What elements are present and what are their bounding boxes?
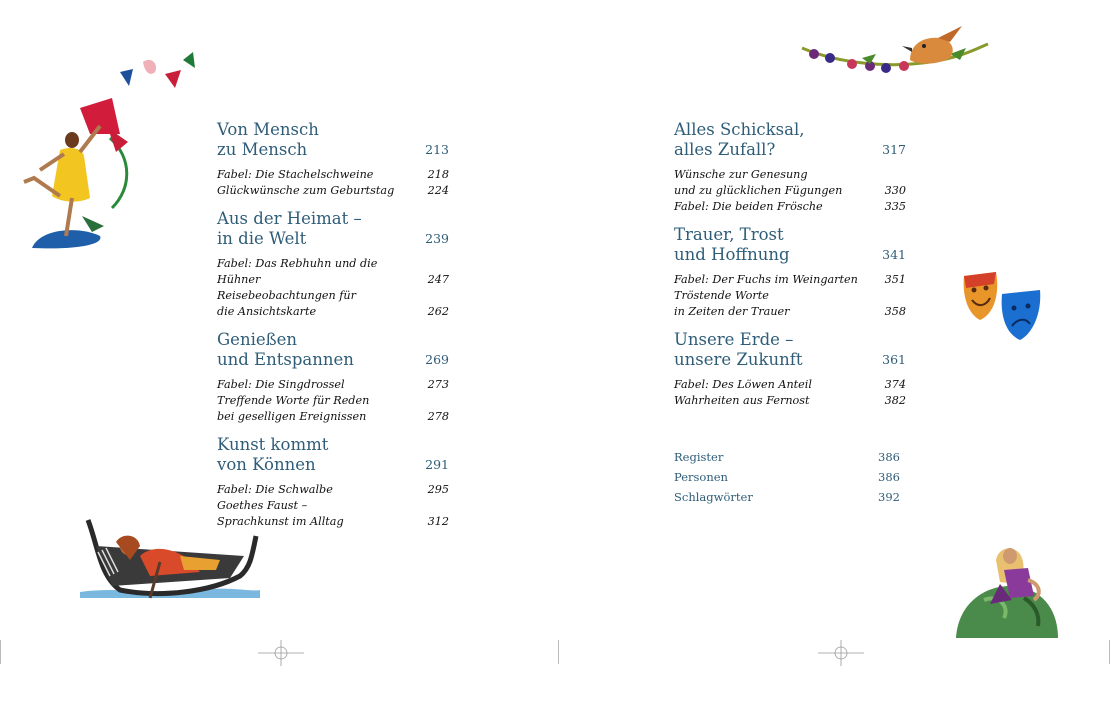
toc-entry[interactable] — [674, 288, 906, 320]
entry-title-line: Wünsche zur Genesung — [674, 168, 808, 181]
woman-on-globe-illustration — [954, 534, 1060, 640]
entry-title-line: Fabel: Die beiden Frösche — [674, 200, 823, 213]
toc-entry[interactable] — [217, 256, 449, 288]
petals-illustration — [115, 52, 200, 92]
entry-page-number: 224 — [427, 184, 449, 197]
entry-list — [217, 167, 449, 199]
toc-entry[interactable] — [674, 393, 906, 409]
entry-title-line: Goethes Faust – — [217, 499, 308, 512]
gutter-line — [558, 640, 559, 664]
section-heading[interactable] — [674, 225, 906, 265]
page-edge-right — [1109, 640, 1110, 664]
entry-title-line: bei geselligen Ereignissen — [217, 410, 367, 423]
entry-page-number: 351 — [884, 273, 906, 286]
entry-title-line: in Zeiten der Trauer — [674, 305, 790, 318]
page-edge-left — [0, 640, 1, 664]
index-label: Register — [674, 450, 724, 464]
crop-mark-left — [258, 640, 304, 666]
entry-title-line: und zu glücklichen Fügungen — [674, 184, 843, 197]
section-heading[interactable] — [674, 120, 906, 160]
section-title-line: alles Zufall? — [674, 140, 776, 159]
toc-entry[interactable] — [217, 393, 449, 425]
entry-page-number: 330 — [884, 184, 906, 197]
toc-entry[interactable] — [674, 272, 906, 288]
section-title-line: zu Mensch — [217, 140, 308, 159]
entry-title-line: Fabel: Die Stachelschweine — [217, 168, 374, 181]
entry-list — [674, 167, 906, 215]
toc-section — [674, 330, 906, 409]
entry-title-line: Fabel: Der Fuchs im Weingarten — [674, 273, 858, 286]
toc-right-column — [674, 120, 906, 419]
entry-page-number: 374 — [884, 378, 906, 391]
section-page-number: 269 — [425, 352, 449, 367]
toc-section — [217, 209, 449, 320]
entry-page-number: 358 — [884, 305, 906, 318]
section-title-line: und Entspannen — [217, 350, 354, 369]
entry-page-number: 273 — [427, 378, 449, 391]
index-entry[interactable] — [674, 487, 900, 507]
section-title-line: in die Welt — [217, 229, 307, 248]
index-page-number: 386 — [878, 470, 900, 484]
index-label: Schlagwörter — [674, 490, 753, 504]
crop-mark-right — [818, 640, 864, 666]
entry-list — [217, 256, 449, 320]
entry-list — [674, 377, 906, 409]
songbird-illustration — [800, 24, 990, 82]
section-title-line: Genießen — [217, 330, 298, 349]
section-page-number: 291 — [425, 457, 449, 472]
entry-title-line: Fabel: Die Singdrossel — [217, 378, 345, 391]
toc-entry[interactable] — [217, 482, 449, 498]
section-page-number: 239 — [425, 231, 449, 246]
entry-page-number: 247 — [427, 273, 449, 286]
section-title-line: Alles Schicksal, — [674, 120, 805, 139]
toc-entry[interactable] — [674, 199, 906, 215]
toc-entry[interactable] — [217, 183, 449, 199]
toc-entry[interactable] — [674, 167, 906, 199]
entry-page-number: 295 — [427, 483, 449, 496]
section-heading[interactable] — [674, 330, 906, 370]
toc-section — [674, 120, 906, 215]
entry-title-line: Glückwünsche zum Geburtstag — [217, 184, 395, 197]
entry-title-line: Fabel: Des Löwen Anteil — [674, 378, 812, 391]
toc-entry[interactable] — [217, 498, 449, 530]
index-page-number: 386 — [878, 450, 900, 464]
section-title-line: Aus der Heimat – — [217, 209, 362, 228]
section-page-number: 317 — [882, 142, 906, 157]
entry-page-number: 335 — [884, 200, 906, 213]
entry-title-line: Wahrheiten aus Fernost — [674, 394, 810, 407]
section-heading[interactable] — [217, 435, 449, 475]
entry-title-line: Reisebeobachtungen für — [217, 289, 356, 302]
theater-masks-illustration — [960, 270, 1045, 342]
toc-section — [217, 435, 449, 530]
section-title-line: unsere Zukunft — [674, 350, 803, 369]
entry-page-number: 218 — [427, 168, 449, 181]
index-list — [674, 447, 900, 507]
section-page-number: 213 — [425, 142, 449, 157]
section-title-line: Trauer, Trost — [674, 225, 784, 244]
section-page-number: 341 — [882, 247, 906, 262]
index-page-number: 392 — [878, 490, 900, 504]
section-title-line: und Hoffnung — [674, 245, 790, 264]
dancing-woman-illustration — [20, 98, 135, 253]
entry-page-number: 382 — [884, 394, 906, 407]
toc-entry[interactable] — [674, 377, 906, 393]
toc-section — [674, 225, 906, 320]
toc-section — [217, 120, 449, 199]
section-title-line: Kunst kommt — [217, 435, 329, 454]
toc-entry[interactable] — [217, 288, 449, 320]
section-title-line: Von Mensch — [217, 120, 319, 139]
entry-title-line: Fabel: Das Rebhuhn und die Hühner — [217, 257, 378, 286]
entry-list — [674, 272, 906, 320]
entry-title-line: die Ansichtskarte — [217, 305, 317, 318]
index-entry[interactable] — [674, 467, 900, 487]
entry-list — [217, 482, 449, 530]
toc-entry[interactable] — [217, 167, 449, 183]
section-title-line: Unsere Erde – — [674, 330, 794, 349]
entry-list — [217, 377, 449, 425]
entry-page-number: 312 — [427, 515, 449, 528]
toc-entry[interactable] — [217, 377, 449, 393]
entry-page-number: 278 — [427, 410, 449, 423]
entry-page-number: 262 — [427, 305, 449, 318]
entry-title-line: Sprachkunst im Alltag — [217, 515, 344, 528]
section-heading[interactable] — [217, 330, 449, 370]
entry-title-line: Treffende Worte für Reden — [217, 394, 370, 407]
section-heading[interactable] — [217, 209, 449, 249]
index-label: Personen — [674, 470, 728, 484]
entry-title-line: Tröstende Worte — [674, 289, 769, 302]
toc-left-column — [217, 120, 449, 540]
section-title-line: von Können — [217, 455, 316, 474]
toc-section — [217, 330, 449, 425]
index-entry[interactable] — [674, 447, 900, 467]
entry-title-line: Fabel: Die Schwalbe — [217, 483, 333, 496]
section-page-number: 361 — [882, 352, 906, 367]
section-heading[interactable] — [217, 120, 449, 160]
